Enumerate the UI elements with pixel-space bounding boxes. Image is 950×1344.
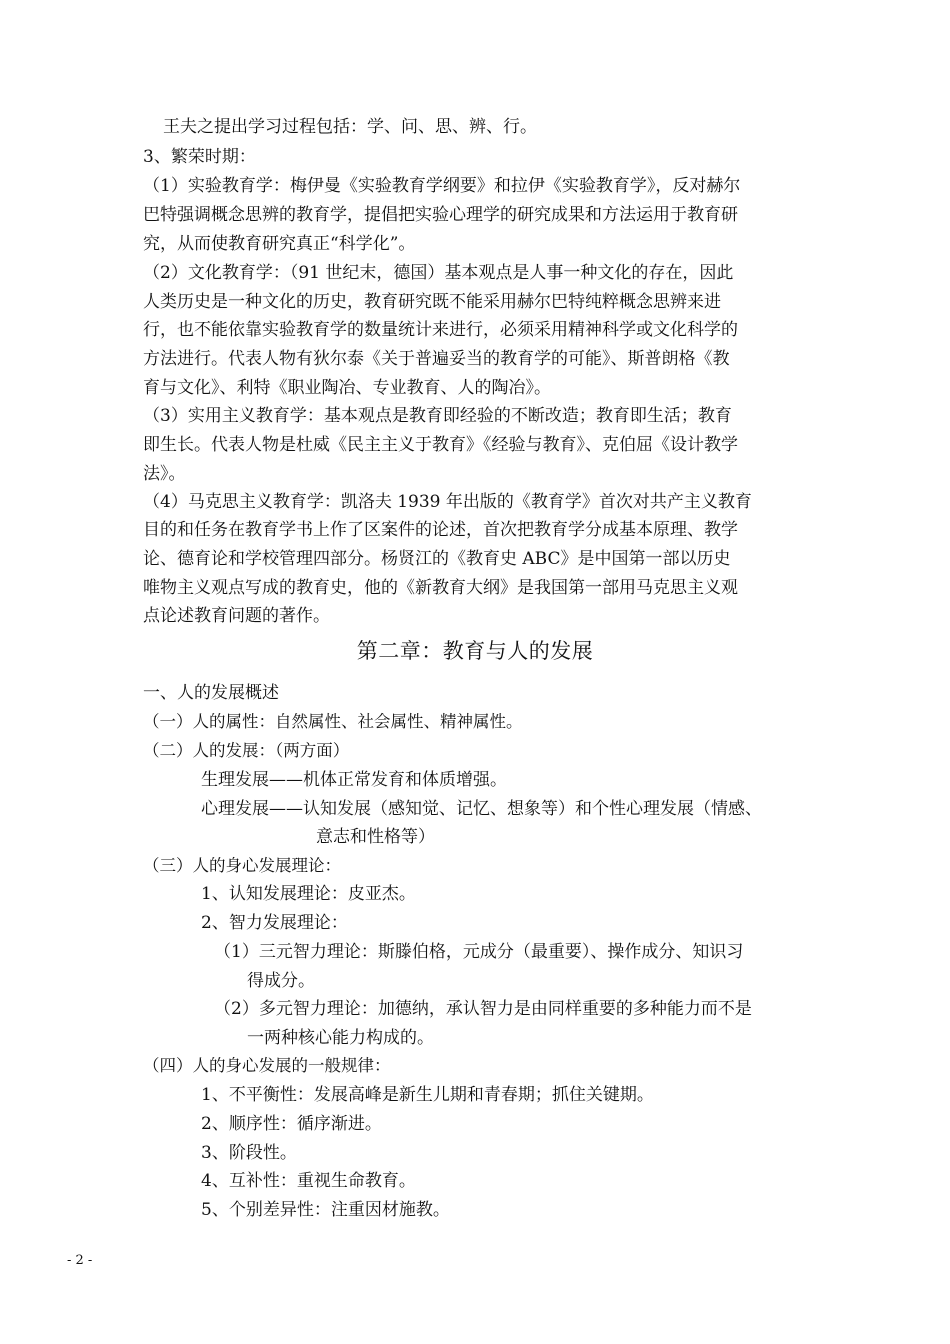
text-line: 生理发展——机体正常发育和体质增强。 (201, 770, 507, 790)
text-line: 心理发展——认知发展（感知觉、记忆、想象等）和个性心理发展（情感、 (201, 799, 762, 819)
text-line: 巴特强调概念思辨的教育学，提倡把实验心理学的研究成果和方法运用于教育研 (143, 205, 738, 225)
text-line: 目的和任务在教育学书上作了区案件的论述，首次把教育学分成基本原理、教学 (143, 520, 738, 540)
chapter-title: 第二章：教育与人的发展 (356, 639, 594, 663)
text-line: 人类历史是一种文化的历史，教育研究既不能采用赫尔巴特纯粹概念思辨来进 (143, 292, 721, 312)
list-item: 3、阶段性。 (201, 1143, 297, 1163)
text-line: 育与文化》、利特《职业陶冶、专业教育、人的陶冶》。 (143, 378, 551, 398)
subsection-heading: （四）人的身心发展的一般规律： (143, 1056, 391, 1075)
list-item: 4、互补性：重视生命教育。 (201, 1171, 416, 1191)
subsection-heading: （二）人的发展：（两方面） (143, 741, 350, 760)
text-line: 唯物主义观点写成的教育史，他的《新教育大纲》是我国第一部用马克思主义观 (143, 578, 738, 598)
page-number: - 2 - (67, 1253, 93, 1268)
text-line: 究，从而使教育研究真正“科学化”。 (143, 234, 416, 254)
list-item: （1）三元智力理论：斯滕伯格，元成分（最重要）、操作成分、知识习 (214, 942, 744, 962)
text-line: 得成分。 (247, 971, 315, 991)
text-line: 行，也不能依靠实验教育学的数量统计来进行，必须采用精神科学或文化科学的 (143, 320, 738, 340)
subsection-heading: （三）人的身心发展理论： (143, 856, 341, 875)
list-item: 1、不平衡性：发展高峰是新生儿期和青春期；抓住关键期。 (201, 1085, 654, 1105)
text-line: 意志和性格等） (316, 827, 435, 847)
text-line: （3）实用主义教育学：基本观点是教育即经验的不断改造；教育即生活；教育 (143, 406, 732, 426)
list-item: 2、顺序性：循序渐进。 (201, 1114, 382, 1134)
section-heading: 3、繁荣时期： (143, 147, 256, 167)
list-item: 1、认知发展理论：皮亚杰。 (201, 884, 416, 904)
subsection-heading: （一）人的属性：自然属性、社会属性、精神属性。 (143, 712, 523, 731)
text-line: 王夫之提出学习过程包括：学、问、思、辨、行。 (163, 117, 537, 137)
text-line: 点论述教育问题的著作。 (143, 606, 330, 626)
list-item: 2、智力发展理论： (201, 913, 348, 933)
section-heading: 一、人的发展概述 (143, 683, 279, 703)
text-line: （2）文化教育学：（91 世纪末，德国）基本观点是人事一种文化的存在，因此 (143, 263, 734, 283)
text-line: 论、德育论和学校管理四部分。杨贤江的《教育史 ABC》是中国第一部以历史 (143, 549, 731, 569)
text-line: 法》。 (143, 464, 186, 484)
text-line: 即生长。代表人物是杜威《民主主义于教育》《经验与教育》、克伯屈《设计教学 (143, 435, 738, 455)
text-line: （1）实验教育学：梅伊曼《实验教育学纲要》和拉伊《实验教育学》，反对赫尔 (143, 176, 741, 196)
list-item: 5、个别差异性：注重因材施教。 (201, 1200, 450, 1220)
text-line: 一两种核心能力构成的。 (247, 1028, 434, 1048)
text-line: （4）马克思主义教育学：凯洛夫 1939 年出版的《教育学》首次对共产主义教育 (143, 492, 752, 512)
list-item: （2）多元智力理论：加德纳，承认智力是由同样重要的多种能力而不是 (214, 999, 752, 1019)
text-line: 方法进行。代表人物有狄尔泰《关于普遍妥当的教育学的可能》、斯普朗格《教 (143, 349, 730, 369)
